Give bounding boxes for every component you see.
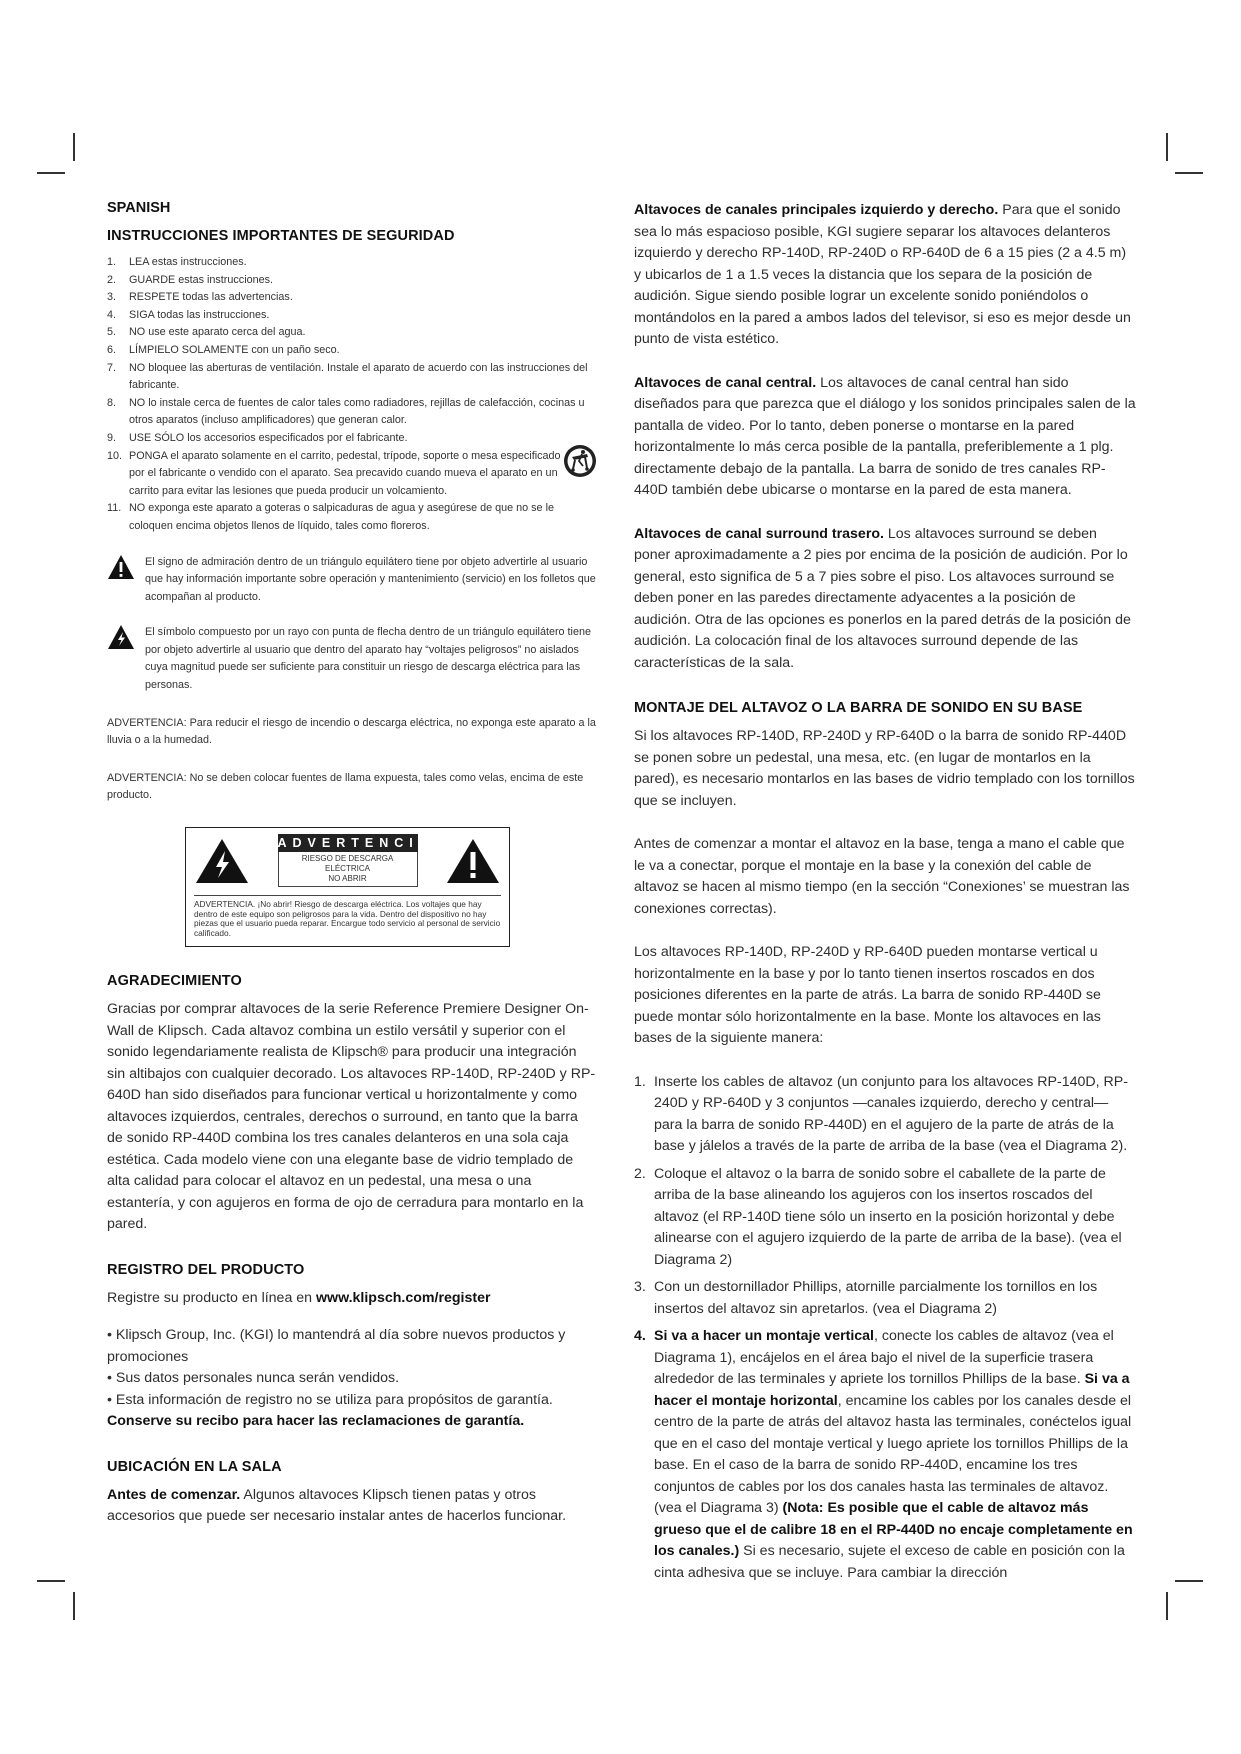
lightning-notice bbox=[107, 624, 597, 694]
caution-sub: RIESGO DE DESCARGA ELÉCTRICA NO ABRIR bbox=[278, 852, 418, 887]
exclamation-triangle-icon bbox=[107, 554, 135, 580]
registration-url[interactable]: www.klipsch.com/register bbox=[316, 1289, 491, 1306]
exclamation-notice bbox=[107, 554, 597, 607]
thanks-text: Gracias por comprar altavoces de la serie Reference Premiere Designer On-Wall de Klipsch. Cada altavoz combina un estilo versátil y superior con el sonido legendariamente realista de Klipsch® para producir una integración sin altibajos con cualquier decorado. Los altavoces RP-140D, RP-240D y RP-640D han sido diseñados para funcionar vertical u horizontalmente y como altavoces izquierdos, centrales, derechos o surround, en tanto que la barra de sonido RP-440D combina los tres canales delanteros en una sola caja estética. Cada modelo viene con una elegante base de vidrio templado de alta calidad para colocar el altavoz en un pedestal, una mesa o una estantería, y con agujeros en forma de ojo de cerradura para montarlo en la pared. bbox=[107, 1001, 596, 1233]
list-item: 9. USE SÓLO los accesorios especificados por el fabricante. bbox=[107, 431, 408, 444]
list-item: • Esta información de registro no se utiliza para propósitos de garantía. bbox=[107, 1391, 553, 1408]
registration-line: Registre su producto en línea en www.klipsch.com/register bbox=[107, 1289, 491, 1306]
list-item: • Sus datos personales nunca serán vendidos. bbox=[107, 1370, 400, 1387]
exclamation-text: El signo de admiración dentro de un triángulo equilátero tiene por objeto advertirle al usuario que hay información importante sobre operación y mantenimiento (servicio) en los folletos que acompañan al producto. bbox=[145, 555, 596, 603]
registration-bullets bbox=[107, 1325, 597, 1411]
left-column bbox=[107, 200, 597, 1528]
list-item: 8. NO lo instale cerca de fuentes de calor tales como radiadores, rejillas de calefacción, cocinas u otros aparatos (incluso amplificadores) que generan calor. bbox=[107, 396, 585, 427]
list-item: 6. LÍMPIELO SOLAMENTE con un paño seco. bbox=[107, 343, 340, 356]
list-item: 2. GUARDE estas instrucciones. bbox=[107, 273, 274, 286]
placement-title: UBICACIÓN EN LA SALA bbox=[107, 1458, 282, 1475]
safety-list bbox=[107, 254, 597, 536]
safety-list-block bbox=[107, 254, 597, 805]
safety-title: INSTRUCCIONES IMPORTANTES DE SEGURIDAD bbox=[107, 228, 455, 244]
crop-mark bbox=[1175, 1580, 1203, 1582]
center-speakers-paragraph: Altavoces de canal central. Los altavoces de canal central han sido diseñados para que parezca que el diálogo y los sonidos principales salen de la pantalla de video. Por lo tanto, deben ponerse o montarse en la pared horizontalmente lo más cerca posible de la pantalla, preferiblemente a 1 plg. directamente debajo de la pantalla. La barra de sonido de tres canales RP-440D también debe ubicarse o montarse en la pared de esta manera. bbox=[634, 374, 1136, 498]
caution-label bbox=[185, 827, 510, 947]
registration-title: REGISTRO DEL PRODUCTO bbox=[107, 1261, 305, 1278]
list-item: • Klipsch Group, Inc. (KGI) lo mantendrá al día sobre nuevos productos y promociones bbox=[107, 1327, 566, 1365]
mount-paragraph-2: Antes de comenzar a montar el altavoz en la base, tenga a mano el cable que le va a conectar, porque el montaje en la base y la conexión del cable de altavoz se hacen al mismo tiempo (en la sección “Conexiones’ se muestran las conexiones correctas). bbox=[634, 836, 1130, 917]
crop-mark bbox=[73, 1592, 75, 1620]
crop-mark bbox=[37, 172, 65, 174]
lightning-triangle-icon bbox=[194, 837, 250, 885]
crop-mark bbox=[1166, 133, 1168, 161]
mount-paragraph-1: Si los altavoces RP-140D, RP-240D y RP-640D o la barra de sonido RP-440D se ponen sobre un pedestal, una mesa, etc. (en lugar de montarlos en la pared), es necesario montarlos en las bases de vidrio templado con los tornillos que se incluyen. bbox=[634, 728, 1135, 809]
right-column bbox=[634, 200, 1136, 1590]
caution-text: ADVERTENCIA. ¡No abrir! Riesgo de descarga eléctrica. Los voltajes que hay dentro de este equipo son peligrosos para la vida. Dentro del dispositivo no hay piezas que el usuario pueda reparar. Encargue todo servicio al personal de servicio calificado. bbox=[194, 899, 501, 938]
crop-mark bbox=[1166, 1592, 1168, 1620]
lightning-text: El símbolo compuesto por un rayo con punta de flecha dentro de un triángulo equilátero tiene por objeto advertirle al usuario que dentro del aparato hay “voltajes peligrosos” no aislados cuya magnitud puede ser suficiente para constituir un riesgo de descarga eléctrica para las personas. bbox=[145, 626, 591, 692]
list-item: 1. LEA estas instrucciones. bbox=[107, 256, 247, 268]
cart-tip-over-icon bbox=[563, 444, 597, 478]
crop-mark bbox=[37, 1580, 65, 1582]
surround-speakers-paragraph: Altavoces de canal surround trasero. Los altavoces surround se deben poner aproximadamente a 2 pies por encima de la posición de audición. Por lo general, esto significa de 5 a 7 pies sobre el piso. Los altavoces surround se deben poner en las paredes directamente adyacentes a la posición de audición. Otra de las opciones es ponerlos en la pared detrás de la posición de audición. La colocación final de los altavoces surround depende de las características de la sala. bbox=[634, 525, 1131, 671]
caution-header: ADVERTENCIA bbox=[277, 836, 434, 851]
warning-flame: ADVERTENCIA: No se deben colocar fuentes de llama expuesta, tales como velas, encima de este producto. bbox=[107, 771, 584, 802]
mount-steps bbox=[634, 1072, 1136, 1585]
list-item: 1. Inserte los cables de altavoz (un conjunto para los altavoces RP-140D, RP-240D y RP-640D y 3 conjuntos —canales izquierdo, derecho y central— para la barra de sonido RP-440D) en el agujero de la parte de atrás de la base y jálelos a través de la parte de arriba de la base (vea el Diagrama 2). bbox=[634, 1073, 1128, 1154]
exclamation-triangle-icon bbox=[445, 837, 501, 885]
list-item: 3. Con un destornillador Phillips, atornille parcialmente los tornillos en los insertos del altavoz sin apretarlos. (vea el Diagrama 2) bbox=[634, 1279, 1098, 1317]
list-item: 3. RESPETE todas las advertencias. bbox=[107, 291, 293, 304]
main-speakers-paragraph: Altavoces de canales principales izquierdo y derecho. Para que el sonido sea lo más espacioso posible, KGI sugiere separar los altavoces delanteros izquierdo y derecho RP-140D, RP-240D o RP-640D de 6 a 15 pies (2 a 4.5 m) y ubicarlos de 1 a 1.5 veces la distancia que los separa de la posición de audición. Sigue siendo posible lograr un excelente sonido poniéndolos o montándolos en la pared a ambos lados del televisor, si eso es mejor desde un punto de vista estético. bbox=[634, 202, 1131, 347]
list-item: 10. PONGA el aparato solamente en el carrito, pedestal, trípode, soporte o mesa especificado por el fabricante o vendido con el aparato. Sea precavido cuando mueva el aparato en un carrito para evitar las lesiones que pueda producir un volcamiento. bbox=[107, 448, 597, 501]
warning-moisture: ADVERTENCIA: Para reducir el riesgo de incendio o descarga eléctrica, no exponga este aparato a la lluvia o a la humedad. bbox=[107, 716, 596, 747]
mount-paragraph-3: Los altavoces RP-140D, RP-240D y RP-640D pueden montarse vertical u horizontalmente en la base y por lo tanto tienen insertos roscados en dos posiciones diferentes en la parte de atrás. La barra de sonido RP-440D se puede montar sólo horizontalmente en la base. Monte los altavoces en las bases de la siguiente manera: bbox=[634, 944, 1101, 1046]
placement-text: Antes de comenzar. Algunos altavoces Klipsch tienen patas y otros accesorios que puede ser necesario instalar antes de hacerlos funcionar. bbox=[107, 1486, 567, 1525]
list-item: 4. SIGA todas las instrucciones. bbox=[107, 308, 270, 321]
list-item: 2. Coloque el altavoz o la barra de sonido sobre el caballete de la parte de arriba de la base alineando los agujeros con los insertos roscados del altavoz (el RP-140D tiene sólo un inserto en la posición horizontal y debe alinearse con el agujero izquierdo de la parte de arriba de la base). (vea el Diagrama 2) bbox=[634, 1165, 1122, 1268]
list-item: 7. NO bloquee las aberturas de ventilación. Instale el aparato de acuerdo con las instrucciones del fabricante. bbox=[107, 361, 588, 392]
list-item: 4. Si va a hacer un montaje vertical, conecte los cables de altavoz (vea el Diagrama 1), encájelos en el área bajo el nivel de la superficie trasera alrededor de las terminales y apriete los tornillos Phillips de la base. Si va a hacer el montaje horizontal, encamine los cables por los canales desde el centro de la parte de atrás del altavoz hasta las terminales, conéctelos igual que en el caso del montaje vertical y luego apriete los tornillos Phillips de la base. En el caso de la barra de sonido RP-440D, encamine los tres conjuntos de cables por los dos canales hasta las terminales de altavoz. (vea el Diagrama 3) (Nota: Es posible que el cable de altavoz más grueso que el de calibre 18 en el RP-440D no encaje completamente en los canales.) Si es necesario, sujete el exceso de cable en posición con la cinta adhesiva que se incluye. Para cambiar la dirección bbox=[634, 1328, 1133, 1581]
conserve-receipt: Conserve su recibo para hacer las reclamaciones de garantía. bbox=[107, 1413, 525, 1430]
list-item: 11. NO exponga este aparato a goteras o salpicaduras de agua y asegúrese de que no se le coloquen encima objetos llenos de líquido, tales como floreros. bbox=[107, 502, 554, 532]
mount-title: MONTAJE DEL ALTAVOZ O LA BARRA DE SONIDO EN SU BASE bbox=[634, 700, 1083, 716]
list-item: 5. NO use este aparato cerca del agua. bbox=[107, 326, 306, 339]
crop-mark bbox=[73, 133, 75, 161]
crop-mark bbox=[1175, 172, 1203, 174]
thanks-title: AGRADECIMIENTO bbox=[107, 973, 242, 990]
lightning-triangle-icon bbox=[107, 624, 135, 650]
language-heading: SPANISH bbox=[107, 200, 171, 216]
